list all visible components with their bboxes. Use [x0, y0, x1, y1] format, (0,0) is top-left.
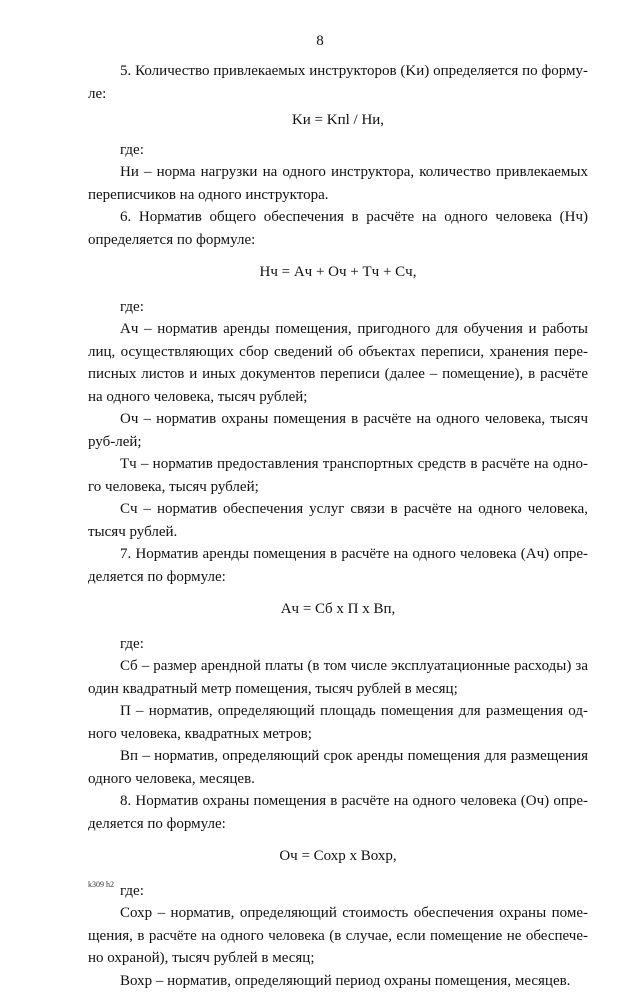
definition-rent-price: Cб – размер арендной платы (в том числе эксплуатационные расходы) за один квадратный метр помещения, тысяч рублей в месяц; — [88, 655, 588, 700]
where-label: где: — [88, 880, 588, 903]
where-label: где: — [88, 633, 588, 656]
definition-rent-norm: Aч – норматив аренды помещения, пригодного для обучения и работы лиц, осуществляющих сбор сведений об объектах переписи, хранения пере-писных листов и иных документов переписи (далее – помещение), в расчёте на одного человека, тысяч рублей; — [88, 318, 588, 408]
definition-rent-term: Bп – норматив, определяющий срок аренды помещения для размещения одного человека, месяцев. — [88, 745, 588, 790]
formula-rent: Aч = Cб x П x Bп, — [88, 598, 588, 621]
paragraph-8: 8. Норматив охраны помещения в расчёте на одного человека (Oч) опре-деляется по формуле: — [88, 790, 588, 835]
paragraph-5: 5. Количество привлекаемых инструкторов (Kи) определяется по форму-ле: — [88, 60, 588, 105]
formula-security: Oч = Cохр x Bохр, — [88, 845, 588, 868]
formula-general-provision: Hч = Aч + Oч + Tч + Cч, — [88, 261, 588, 284]
definition-transport-norm: Tч – норматив предоставления транспортных средств в расчёте на одно-го человека, тысяч рублей; — [88, 453, 588, 498]
definition-load-norm: Hи – норма нагрузки на одного инструктора, количество привлекаемых переписчиков на одного инструктора. — [88, 161, 588, 206]
page-number: 8 — [0, 30, 640, 53]
definition-area-norm: П – норматив, определяющий площадь помещения для размещения од-ного человека, квадратных метров; — [88, 700, 588, 745]
where-label: где: — [88, 139, 588, 162]
paragraph-6: 6. Норматив общего обеспечения в расчёте на одного человека (Hч) определяется по формуле: — [88, 206, 588, 251]
where-label: где: — [88, 296, 588, 319]
document-body — [88, 60, 588, 992]
paragraph-7: 7. Норматив аренды помещения в расчёте на одного человека (Aч) опре-деляется по формуле: — [88, 543, 588, 588]
formula-instructors: Kи = Kпl / Hи, — [88, 109, 588, 132]
definition-communication-norm: Cч – норматив обеспечения услуг связи в расчёте на одного человека, тысяч рублей. — [88, 498, 588, 543]
definition-security-norm: Oч – норматив охраны помещения в расчёте на одного человека, тысяч руб-лей; — [88, 408, 588, 453]
document-footer-code: k309 h2 — [88, 880, 114, 890]
definition-security-cost: Cохр – норматив, определяющий стоимость обеспечения охраны поме-щения, в расчёте на одного человека (в случае, если помещение не обеспече-но охраной), тысяч рублей в месяц; — [88, 902, 588, 970]
definition-security-period: Bохр – норматив, определяющий период охраны помещения, месяцев. — [88, 970, 588, 992]
